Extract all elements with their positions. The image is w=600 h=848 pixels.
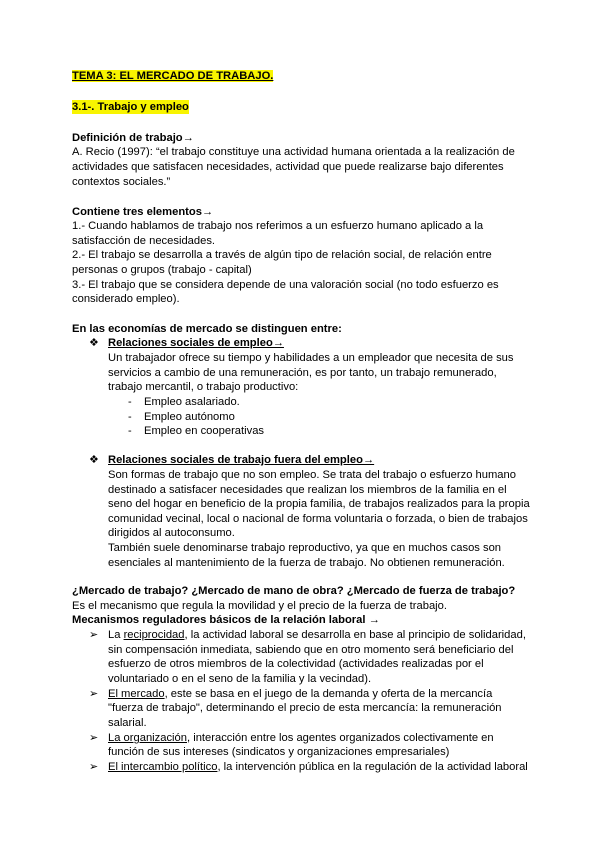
mecanismo-cont: voluntariado o en el seno de la familia y la vecindad). (108, 673, 372, 685)
mercado-question: ¿Mercado de trabajo? ¿Mercado de mano de obra? ¿Mercado de fuerza de trabajo? (72, 585, 516, 597)
mecanismo-item (108, 628, 526, 643)
section-heading-text: 3.1-. Trabajo y empleo (72, 101, 189, 113)
elementos-line: satisfacción de necesidades. (72, 235, 216, 247)
doc-title (72, 69, 273, 84)
diamond-bullet-icon: ❖ (89, 454, 99, 466)
mecanismo-cont: esfuerzo de otros miembros de la colectividad (actividades realizadas por el (108, 658, 484, 670)
mecanismo-term: El mercado (108, 688, 165, 700)
mecanismo-term: El intercambio político (108, 761, 218, 773)
elementos-line: 3.- El trabajo que se considera depende de una valoración social (no todo esfuerzo es (72, 279, 499, 291)
empleo-subitem: Empleo autónomo (144, 411, 235, 423)
economias-heading: En las economías de mercado se distinguen entre: (72, 323, 342, 335)
mecanismo-term: La organización (108, 732, 187, 744)
rel-empleo-line: servicios a cambio de una remuneración, es por tanto, un trabajo remunerado, (108, 367, 497, 379)
rel-fuera-line: También suele denominarse trabajo reproductivo, ya que en muchos casos son (108, 542, 502, 554)
rel-fuera-label: Relaciones sociales de trabajo fuera del empleo→ (108, 454, 375, 466)
elementos-line: 2.- El trabajo se desarrolla a través de algún tipo de relación social, de relación entre (72, 249, 492, 261)
elementos-heading: Contiene tres elementos→ (72, 206, 214, 218)
arrow-bullet-icon: ➢ (89, 761, 99, 773)
rel-empleo-label: Relaciones sociales de empleo→ (108, 337, 284, 349)
empleo-subitem: Empleo asalariado. (144, 396, 240, 408)
definicion-heading: Definición de trabajo→ (72, 132, 194, 144)
mecanismo-post: , este se basa en el juego de la demanda y oferta de la mercancía (164, 688, 493, 700)
rel-fuera-line: dirigidos al autoconsumo. (108, 527, 235, 539)
empleo-subitem: Empleo en cooperativas (144, 425, 265, 437)
mecanismo-item (108, 687, 492, 702)
mecanismo-cont: función de sus intereses (sindicatos y organizaciones empresariales) (108, 746, 450, 758)
mercado-answer: Es el mecanismo que regula la movilidad y el precio de la fuerza de trabajo. (72, 600, 447, 612)
mecanismo-term: reciprocidad (123, 629, 185, 641)
arrow-bullet-icon: ➢ (89, 629, 99, 641)
mecanismo-pre: La (108, 629, 124, 641)
rel-fuera-line: destinado a satisfacer necesidades que realizan los miembros de la familia en el (108, 484, 507, 496)
section-heading (72, 100, 189, 115)
mecanismo-post: , la intervención pública en la regulación de la actividad laboral (217, 761, 528, 773)
definicion-line: actividades que satisfacen necesidades, actividad que puede realizarse bajo diferentes (72, 161, 504, 173)
mecanismo-item (108, 760, 528, 775)
definicion-line: A. Recio (1997): “el trabajo constituye una actividad humana orientada a la realización de (72, 146, 515, 158)
rel-empleo-line: trabajo mercantil, o trabajo productivo: (108, 381, 299, 393)
mecanismo-post: , la actividad laboral se desarrolla en base al principio de solidaridad, (184, 629, 526, 641)
rel-fuera-line: Son formas de trabajo que no son empleo. Se trata del trabajo o esfuerzo humano (108, 469, 516, 481)
mecanismo-cont: salarial. (108, 717, 147, 729)
elementos-line: 1.- Cuando hablamos de trabajo nos referimos a un esfuerzo humano aplicado a la (72, 220, 484, 232)
elementos-line: considerado empleo). (72, 293, 180, 305)
dash-bullet-icon: - (128, 396, 132, 408)
mecanismo-item (108, 731, 494, 746)
mecanismo-cont: sin compensación inmediata, sabiendo que en otro momento será beneficiario del (108, 644, 514, 656)
elementos-line: personas o grupos (trabajo - capital) (72, 264, 252, 276)
mecanismo-cont: "fuerza de trabajo", determinando el precio de esta mercancía: la remuneración (108, 702, 502, 714)
arrow-bullet-icon: ➢ (89, 732, 99, 744)
mecanismo-post: , interacción entre los agentes organizados colectivamente en (187, 732, 494, 744)
definicion-line: contextos sociales.” (72, 176, 171, 188)
doc-title-text: TEMA 3: EL MERCADO DE TRABAJO. (72, 70, 274, 82)
mecanismos-heading: Mecanismos reguladores básicos de la relación laboral → (72, 614, 380, 626)
arrow-bullet-icon: ➢ (89, 688, 99, 700)
rel-fuera-line: seno del hogar en beneficio de la propia familia, de trabajos realizados para la propia (108, 498, 530, 510)
rel-fuera-line: comunidad vecinal, local o nacional de forma voluntaria o forzada, o bien de trabajos (108, 513, 528, 525)
dash-bullet-icon: - (128, 425, 132, 437)
diamond-bullet-icon: ❖ (89, 337, 99, 349)
dash-bullet-icon: - (128, 411, 132, 423)
rel-fuera-line: esenciales al mantenimiento de la fuerza de trabajo. No obtienen remuneración. (108, 557, 505, 569)
rel-empleo-line: Un trabajador ofrece su tiempo y habilidades a un empleador que necesita de sus (108, 352, 514, 364)
